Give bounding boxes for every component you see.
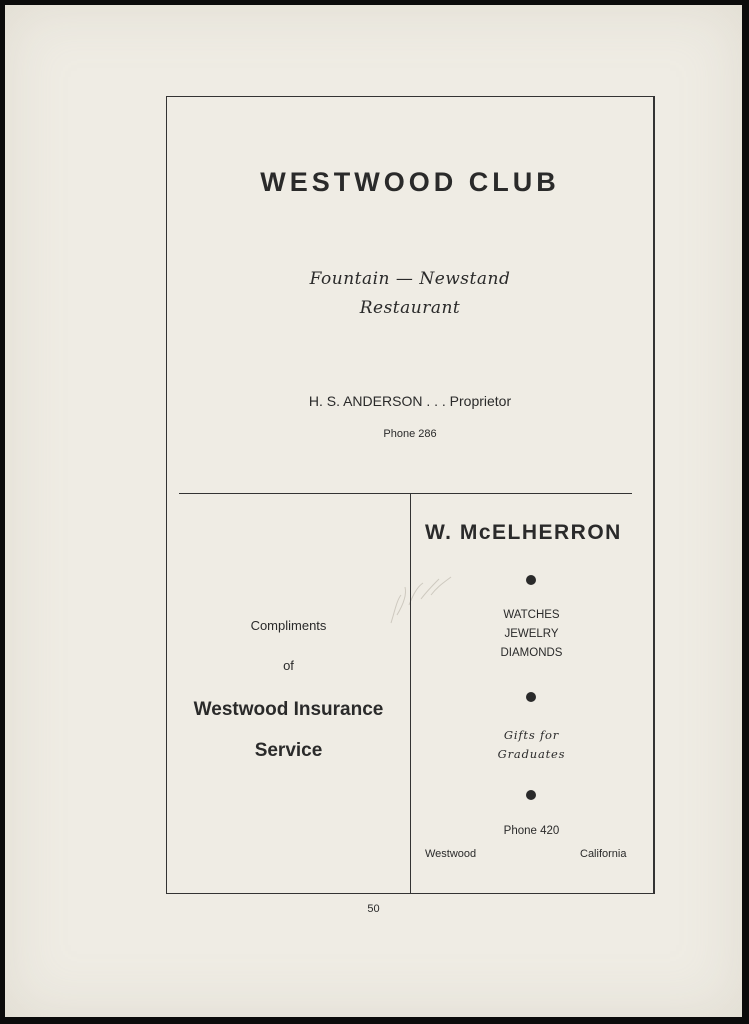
jeweler-item: JEWELRY	[504, 628, 559, 640]
jeweler-gifts-line2: Graduates	[497, 747, 566, 761]
jeweler-item: DIAMONDS	[500, 647, 563, 659]
jeweler-gifts-line1: Gifts for	[503, 728, 560, 742]
jeweler-phone: Phone 420	[503, 825, 560, 837]
bullet-icon	[526, 575, 536, 585]
jeweler-title: W. McELHERRON	[425, 521, 622, 544]
club-phone: Phone 286	[383, 428, 437, 440]
insurance-of: of	[283, 658, 294, 673]
bullet-icon	[526, 790, 536, 800]
insurance-name-line1: Westwood Insurance	[193, 699, 384, 720]
jeweler-item: WATCHES	[503, 609, 560, 621]
jeweler-city: Westwood	[425, 848, 477, 860]
club-proprietor: H. S. ANDERSON . . . Proprietor	[308, 393, 512, 409]
insurance-compliments: Compliments	[250, 618, 327, 633]
jeweler-state: California	[580, 848, 627, 860]
club-services-line1: Fountain — Newstand	[309, 269, 511, 289]
advertisement-frame	[166, 96, 655, 894]
club-title: WESTWOOD CLUB	[260, 167, 560, 197]
page-number: 50	[367, 903, 380, 915]
yearbook-page	[5, 5, 742, 1017]
bullet-icon	[526, 692, 536, 702]
insurance-name-line2: Service	[254, 740, 323, 761]
horizontal-divider	[179, 493, 632, 494]
club-services-line2: Restaurant	[359, 298, 461, 318]
